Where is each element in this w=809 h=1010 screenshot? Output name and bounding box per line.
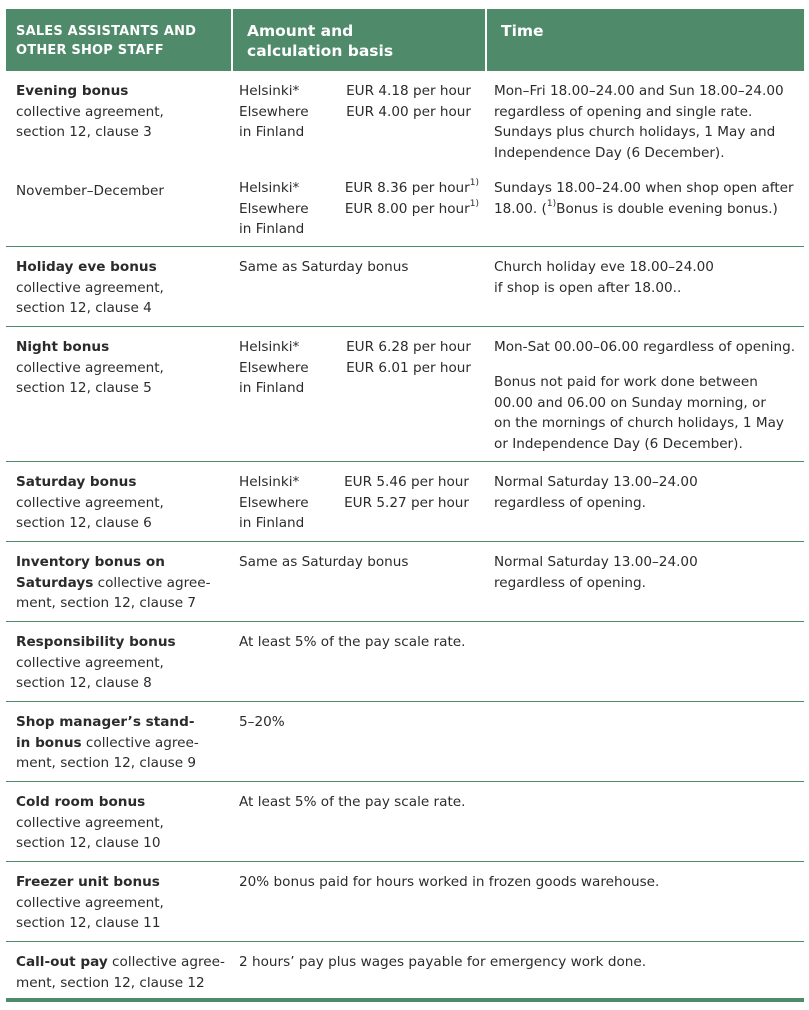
callout-ref-1: collective agree- [107,954,225,970]
saturday-time-1: Normal Saturday 13.00–24.00 [494,474,698,490]
coldroom-title: Cold room bonus [16,794,146,810]
standin-title: Shop manager’s stand- [16,714,195,730]
header-staff-line-2: OTHER SHOP STAFF [16,43,164,58]
row-standin-bonus [6,702,804,782]
callout-title-line [16,952,234,973]
inventory-amount: Same as Saturday bonus [239,554,409,570]
evening-amt-1: EUR 4.18 per hour [346,83,471,99]
standin-label [16,712,234,774]
freezer-label [16,872,234,934]
table-bottom-rule [6,998,804,1002]
header-staff-line-1: SALES ASSISTANTS AND [16,24,197,39]
evening-sub-time-2 [494,199,800,220]
evening-sub-loc-3: in Finland [239,221,305,237]
footnote-marker: 1) [546,198,557,209]
header-amount-line-1: Amount and [247,22,354,40]
evening-sub-label: November–December [16,183,165,199]
inventory-title: Inventory bonus on [16,554,165,570]
standin-amount: 5–20% [239,714,285,730]
inventory-title-line-2 [16,573,234,594]
holiday-amount: Same as Saturday bonus [239,259,409,275]
saturday-ref-1: collective agreement, [16,494,164,511]
row-freezer-bonus [6,862,804,942]
holiday-ref-2: section 12, clause 4 [16,300,152,316]
saturday-loc-2: Elsewhere [239,494,309,511]
saturday-amount [239,472,479,534]
saturday-amt-2: EUR 5.27 per hour [344,494,469,511]
holiday-time-2: if shop is open after 18.00.. [494,279,682,296]
evening-sub-time-1: Sundays 18.00–24.00 when shop open after [494,180,794,196]
saturday-loc-1: Helsinki* [239,474,300,490]
row-cold-room-bonus [6,782,804,862]
evening-sub-amt-2-text: EUR 8.00 per hour [344,200,470,217]
holiday-label [16,257,234,319]
footnote-marker: 1) [469,178,479,188]
night-loc-2: Elsewhere [239,359,309,376]
evening-loc-1: Helsinki* [239,83,300,99]
evening-sub-time-2b: Bonus is double evening bonus.) [556,200,778,217]
evening-sub-time [494,178,800,219]
evening-time-4: Independence Day (6 December). [494,144,725,161]
evening-label [16,81,234,143]
coldroom-ref-2: section 12, clause 10 [16,835,161,851]
evening-sub-amt-1 [345,178,479,199]
holiday-title: Holiday eve bonus [16,259,157,275]
standin-title-line-2 [16,733,234,754]
evening-ref-1: collective agreement, [16,103,164,120]
header-amount [231,9,485,71]
header-amount-line-2: calculation basis [247,42,394,60]
evening-sub-loc-1: Helsinki* [239,180,300,196]
standin-ref-1: collective agree- [81,734,199,751]
coldroom-ref-1: collective agreement, [16,814,164,831]
callout-label [16,952,234,993]
inventory-time-2: regardless of opening. [494,574,646,591]
saturday-time-2: regardless of opening. [494,494,646,511]
responsibility-amount: At least 5% of the pay scale rate. [239,634,466,650]
night-amt-2: EUR 6.01 per hour [346,359,471,376]
evening-sub-time-2a: 18.00. ( [494,200,547,217]
coldroom-label [16,792,234,854]
saturday-time [494,472,800,513]
night-time-2-line-3: on the mornings of church holidays, 1 May [494,415,784,431]
table-header [6,9,804,71]
evening-time-3: Sundays plus church holidays, 1 May and [494,124,776,140]
night-ref-1: collective agreement, [16,359,164,376]
saturday-title: Saturday bonus [16,474,137,490]
holiday-ref-1: collective agreement, [16,279,164,296]
row-inventory-bonus [6,542,804,622]
inventory-ref-2: ment, section 12, clause 7 [16,595,197,611]
saturday-ref-2: section 12, clause 6 [16,515,152,531]
evening-title: Evening bonus [16,83,129,99]
night-loc-3: in Finland [239,380,305,396]
row-evening-bonus [6,71,804,247]
responsibility-ref-2: section 12, clause 8 [16,675,152,691]
row-responsibility-bonus [6,622,804,702]
saturday-amt-1: EUR 5.46 per hour [344,474,469,490]
row-night-bonus [6,327,804,462]
bonus-table [6,9,804,998]
saturday-loc-3: in Finland [239,515,305,531]
inventory-ref-1: collective agree- [93,574,211,591]
responsibility-ref-1: collective agreement, [16,654,164,671]
responsibility-label [16,632,234,694]
evening-sub-amount [239,178,479,240]
evening-loc-3: in Finland [239,124,305,140]
night-time-2-line-2: 00.00 and 06.00 on Sunday morning, or [494,394,766,411]
evening-time-1: Mon–Fri 18.00–24.00 and Sun 18.00–24.00 [494,83,784,99]
inventory-label [16,552,234,614]
holiday-time [494,257,800,298]
freezer-ref-2: section 12, clause 11 [16,915,161,931]
evening-amount [239,81,479,143]
standin-ref-2: ment, section 12, clause 9 [16,755,197,771]
night-time-2-line-1: Bonus not paid for work done between [494,374,758,390]
night-amt-1: EUR 6.28 per hour [346,339,471,355]
inventory-time-1: Normal Saturday 13.00–24.00 [494,554,698,570]
callout-title: Call-out pay [16,954,108,970]
evening-sub-loc-2: Elsewhere [239,200,309,217]
night-time-2-line-4: or Independence Day (6 December). [494,435,743,452]
header-time: Time [485,9,804,71]
inventory-title-2: Saturdays [16,574,94,591]
freezer-amount: 20% bonus paid for hours worked in frozen goods warehouse. [239,874,660,890]
evening-time [494,81,800,163]
freezer-ref-1: collective agreement, [16,894,164,911]
evening-loc-2: Elsewhere [239,103,309,120]
footnote-marker: 1) [469,198,479,209]
night-loc-1: Helsinki* [239,339,300,355]
evening-time-2: regardless of opening and single rate. [494,103,753,120]
inventory-time [494,552,800,593]
callout-amount: 2 hours’ pay plus wages payable for emergency work done. [239,954,647,970]
evening-sub-amt-2 [345,199,479,220]
standin-title-2: in bonus [16,734,82,751]
night-ref-2: section 12, clause 5 [16,380,152,396]
coldroom-amount: At least 5% of the pay scale rate. [239,794,466,810]
header-staff [6,9,229,71]
responsibility-title: Responsibility bonus [16,634,176,650]
evening-ref-2: section 12, clause 3 [16,124,152,140]
row-holiday-eve-bonus [6,247,804,327]
night-time-2 [494,372,800,454]
night-title: Night bonus [16,339,110,355]
night-label [16,337,234,399]
evening-sub-amt-1-text: EUR 8.36 per hour [344,180,470,196]
row-callout-pay [6,942,804,998]
evening-amt-2: EUR 4.00 per hour [346,103,471,120]
row-saturday-bonus [6,462,804,542]
holiday-time-1: Church holiday eve 18.00–24.00 [494,259,714,275]
night-time-1: Mon-Sat 00.00–06.00 regardless of opening. [494,339,796,355]
freezer-title: Freezer unit bonus [16,874,160,890]
saturday-label [16,472,234,534]
callout-ref-2: ment, section 12, clause 12 [16,974,205,991]
night-amount [239,337,479,399]
